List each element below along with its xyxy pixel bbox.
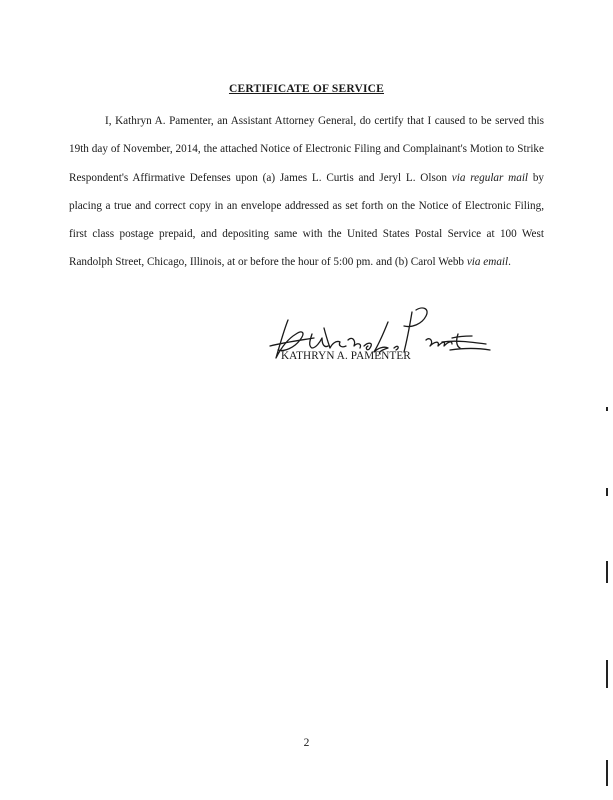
scan-edge-mark: [606, 407, 608, 411]
body-text-part-1: I, Kathryn A. Pamenter, an Assistant Attorney General, do certify that I caused to be served this 19th day of November, 2014, the attached Notice of Electronic Filing and Complainant's Motion to Strike Respondent's Affirmative Defenses upon (a) James L. Curtis and Jeryl L. Olson: [69, 115, 544, 184]
body-text-part-3: .: [508, 256, 511, 269]
signatory-name: KATHRYN A. PAMENTER: [281, 350, 411, 362]
scan-edge-mark: [606, 660, 608, 688]
service-method-mail: via regular mail: [451, 171, 529, 184]
certificate-body: [69, 107, 544, 277]
scan-edge-mark: [606, 760, 608, 786]
scan-edge-mark: [606, 561, 608, 583]
scan-edge-mark: [606, 488, 608, 496]
certificate-title: CERTIFICATE OF SERVICE: [228, 83, 385, 95]
page-number: 2: [303, 737, 310, 749]
body-text-part-2: by placing a true and correct copy in an envelope addressed as set forth on the Notice of Electronic Filing, first class postage prepaid, and depositing same with the United States Postal Service at 100 West Randolph Street, Chicago, Illinois, at or before the hour of 5:00 pm. and (b) Carol Webb: [69, 171, 545, 269]
service-method-email: via email: [466, 256, 509, 269]
